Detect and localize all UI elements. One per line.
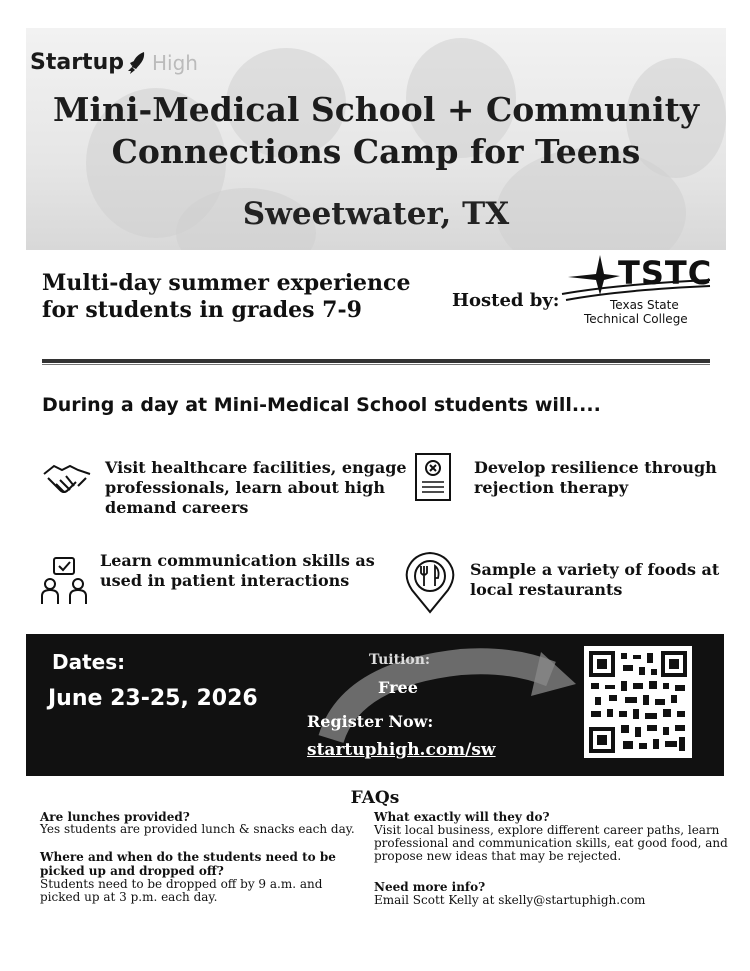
feature-healthcare-line-2: professionals, learn about high [105,478,385,497]
qr-code[interactable] [584,646,692,758]
during-heading: During a day at Mini-Medical School students will.... [42,394,601,416]
handshake-icon [42,460,92,502]
feature-communication-line-1: Learn communication skills as [100,551,375,570]
title-line-1: Mini-Medical School + Community [52,90,700,129]
feature-food-line-1: Sample a variety of foods at [470,560,720,579]
city-label: Sweetwater, TX [242,196,510,232]
rejection-document-icon [414,452,454,502]
feature-healthcare-line-3: demand careers [105,498,249,517]
feature-healthcare-line-1: Visit healthcare facilities, engage [105,458,407,477]
intro-line-1: Multi-day summer experience [42,270,411,296]
feature-resilience-line-2: rejection therapy [474,478,629,497]
communication-icon [40,556,90,606]
feature-food-line-2: local restaurants [470,580,623,599]
register-label: Register Now: [307,712,434,731]
brand-suffix: High [151,50,198,75]
tstc-logo [560,250,720,330]
program-intro [42,270,422,324]
college-name-line-2: Technical College [584,312,688,326]
faq-question: Where and when do the students need to be picked up and dropped off? [40,850,336,878]
register-link[interactable]: startuphigh.com/sw [307,740,496,760]
faq-question: Need more info? [374,880,486,894]
feature-healthcare [105,458,407,518]
brand-logo [30,50,198,75]
college-name-line-1: Texas State [610,298,679,312]
feature-resilience [474,458,717,498]
faq-answer: Yes students are provided lunch & snacks each day. [40,822,355,836]
food-location-icon [404,550,456,614]
feature-communication [100,551,375,591]
title-line-2: Connections Camp for Teens [111,132,641,171]
faqs-heading: FAQs [350,788,400,808]
hero-banner [26,28,726,250]
faq-answer: Email Scott Kelly at skelly@startuphigh.com [374,893,646,907]
divider [42,359,710,363]
feature-communication-line-2: used in patient interactions [100,571,350,590]
brand-name: Startup [30,50,124,75]
faq-answer: Visit local business, explore different career paths, learn professional and communication skills, eat good food, and propose new ideas that may be rejected. [374,823,728,863]
dates-label: Dates: [52,650,126,674]
intro-line-2: for students in grades 7-9 [42,297,362,323]
feature-resilience-line-1: Develop resilience through [474,458,717,477]
faq-answer: Students need to be dropped off by 9 a.m. and picked up at 3 p.m. each day. [40,877,323,904]
divider-thin [42,364,710,365]
tstc-wordmark: TSTC [618,254,713,292]
rocket-icon [126,51,148,75]
tuition-label: Tuition: [369,652,431,668]
feature-food [470,560,719,600]
tuition-value: Free [378,678,418,697]
dates-value: June 23-25, 2026 [48,686,258,711]
details-band [26,634,724,776]
hosted-by-label: Hosted by: [452,290,560,311]
faq-question: What exactly will they do? [374,810,550,824]
faq-question: Are lunches provided? [40,810,190,824]
qr-code-icon [589,651,687,753]
